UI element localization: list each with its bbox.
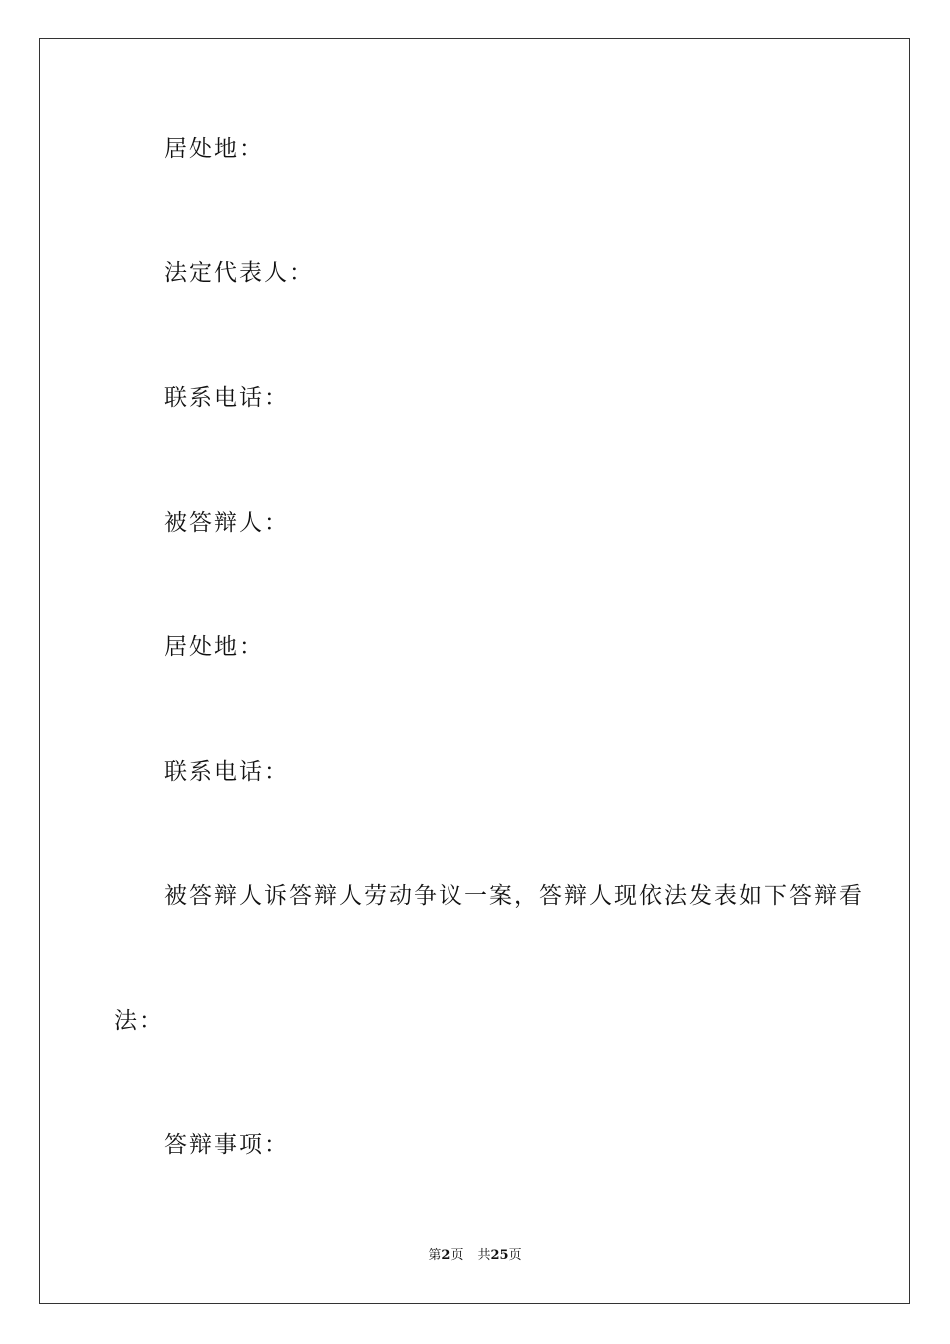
respondent-label: 被答辩人：: [164, 510, 289, 536]
phone-label-1: 联系电话：: [164, 385, 289, 411]
residence-label-1: 居处地：: [164, 136, 264, 162]
page-suffix: 页: [450, 1248, 464, 1263]
total-prefix: 共: [477, 1248, 491, 1263]
residence-label-2: 居处地：: [164, 634, 264, 660]
page-frame: [39, 38, 910, 1304]
total-suffix: 页: [508, 1248, 522, 1263]
page-number: 2: [441, 1248, 451, 1263]
legal-representative-label: 法定代表人：: [164, 260, 314, 286]
page-footer: [0, 1247, 950, 1265]
defense-items-heading: 答辩事项：: [164, 1132, 289, 1158]
phone-label-2: 联系电话：: [164, 759, 289, 785]
body-paragraph-line-1: 被答辩人诉答辩人劳动争议一案，答辩人现依法发表如下答辩看: [164, 883, 864, 909]
page-prefix: 第: [428, 1248, 442, 1263]
total-pages: 25: [490, 1248, 509, 1263]
body-paragraph-line-2: 法：: [114, 1008, 164, 1034]
